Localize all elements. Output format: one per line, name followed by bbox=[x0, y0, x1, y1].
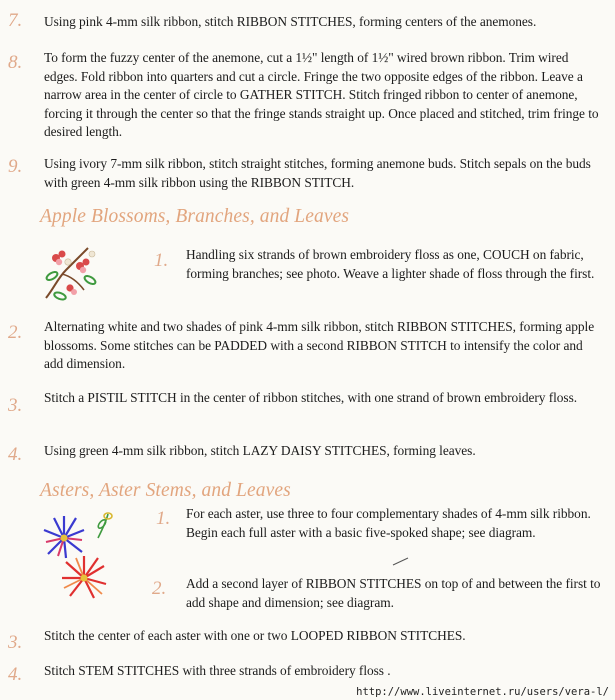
step-text: Stitch STEM STITCHES with three strands of embroidery floss . bbox=[44, 663, 391, 678]
step-text: Using ivory 7-mm silk ribbon, stitch straight stitches, forming anemone buds. Stitch sepals on the buds with green 4-mm silk ribbon using the RIBBON STITCH. bbox=[44, 156, 591, 190]
step-text: Stitch a PISTIL STITCH in the center of ribbon stitches, with one strand of brown embroidery floss. bbox=[44, 390, 578, 405]
step-text: Handling six strands of brown embroidery floss as one, COUCH on fabric, forming branches; see photo. Weave a lighter shade of floss through the first. bbox=[186, 247, 595, 281]
watermark-url: http://www.liveinternet.ru/users/vera-l/ bbox=[356, 686, 609, 698]
step-text: Using green 4-mm silk ribbon, stitch LAZY DAISY STITCHES, forming leaves. bbox=[44, 443, 476, 458]
step-number: 1. bbox=[154, 250, 169, 271]
step-number: 2. bbox=[8, 322, 23, 343]
step-text: Using pink 4-mm silk ribbon, stitch RIBBON STITCHES, forming centers of the anemones. bbox=[44, 14, 537, 29]
step-text: To form the fuzzy center of the anemone, cut a 1½" length of 1½" wired brown ribbon. Trim wired edges. Fold ribbon into quarters and cut a circle. Fringe the two opposite edges of the ribbon. Leave a narrow area in the center of circle to GATHER STITCH. Stitch fringed ribbon to center of anemone, forcing it through the center so that the fringe stands straight up. Once placed and stitched, trim fringe to desired length. bbox=[44, 50, 599, 140]
step-text: For each aster, use three to four complementary shades of 4-mm silk ribbon. Begin each full aster with a basic five-spoked shape; see diagram. bbox=[186, 506, 591, 540]
step-number: 7. bbox=[8, 10, 23, 31]
step-number: 2. bbox=[152, 578, 167, 599]
step-text: Add a second layer of RIBBON STITCHES on top of and between the first to add shape and dimension; see diagram. bbox=[186, 576, 601, 610]
step-number: 8. bbox=[8, 52, 23, 73]
step-number: 9. bbox=[8, 156, 23, 177]
pen-mark bbox=[392, 556, 410, 566]
step-number: 4. bbox=[8, 444, 23, 465]
step-number: 1. bbox=[156, 508, 171, 529]
section-heading-apple-blossoms: Apple Blossoms, Branches, and Leaves bbox=[40, 206, 350, 227]
step-number: 3. bbox=[8, 395, 23, 416]
section-heading-asters: Asters, Aster Stems, and Leaves bbox=[40, 480, 291, 501]
step-number: 4. bbox=[8, 664, 23, 685]
step-text: Alternating white and two shades of pink 4-mm silk ribbon, stitch RIBBON STITCHES, forming apple blossoms. Some stitches can be PADDED with a second RIBBON STITCH to intensify the color and add dimension. bbox=[44, 319, 595, 372]
aster-illustration bbox=[36, 508, 132, 602]
step-number: 3. bbox=[8, 632, 23, 653]
step-text: Stitch the center of each aster with one or two LOOPED RIBBON STITCHES. bbox=[44, 628, 466, 643]
apple-blossom-illustration bbox=[40, 240, 104, 306]
